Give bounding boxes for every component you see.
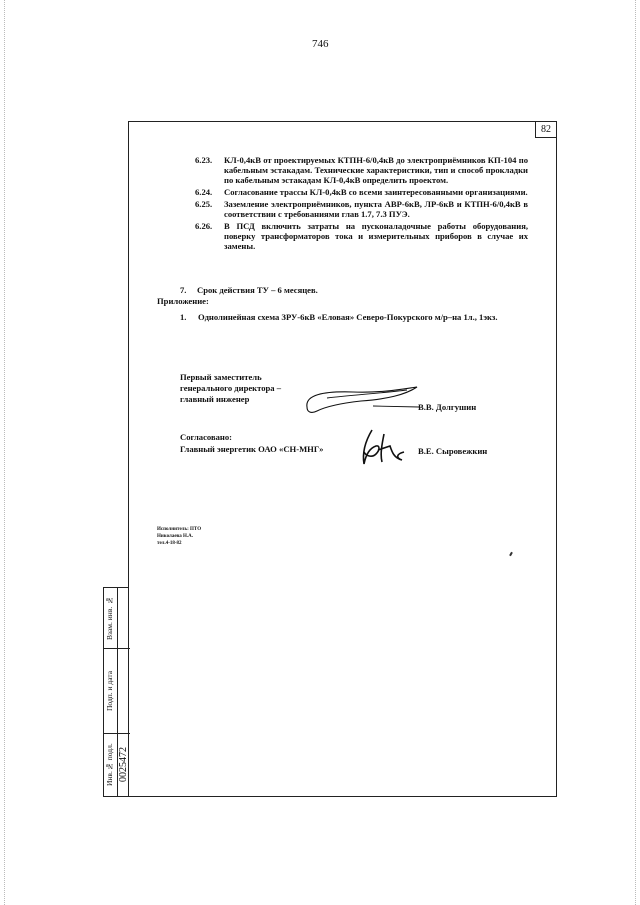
signatory-name: В.В. Долгушин xyxy=(418,402,477,412)
executor-info xyxy=(157,526,201,547)
sheet-number: 82 xyxy=(535,121,557,138)
signatory-title xyxy=(180,372,281,405)
appendix-item xyxy=(180,312,497,322)
agreed-name: В.Е. Сыровежкин xyxy=(418,446,488,456)
list-item xyxy=(195,221,528,251)
scan-edge-right xyxy=(635,0,636,905)
stamp-divider xyxy=(104,648,130,649)
appendix-item-number: 1. xyxy=(180,312,187,322)
item-text: КЛ-0,4кВ от проектируемых КТПН-6/0,4кВ до электроприёмников КП-104 по кабельным эстакадам. Технические характеристики, тип и способ прокладки по кабельным эстакадам КЛ-0,4кВ определить проектом. xyxy=(224,155,528,185)
item-number: 6.23. xyxy=(195,155,213,165)
signature-1 xyxy=(303,385,421,415)
scan-edge-left xyxy=(4,0,5,905)
stamp-label-top: Взам. инв. № xyxy=(105,595,114,641)
item-number: 6.26. xyxy=(195,221,213,231)
validity-term xyxy=(180,285,318,295)
item-text: В ПСД включить затраты на пусконаладочные работы оборудования, поверку трансформаторов тока и измерительных приборов в случае их замены. xyxy=(224,221,528,251)
appendix-item-text: Однолинейная схема ЗРУ-6кВ «Еловая» Северо-Покурского м/р–на 1л., 1экз. xyxy=(198,312,498,322)
agreed-label: Согласовано: xyxy=(180,432,233,442)
term-number: 7. xyxy=(180,285,187,295)
list-item xyxy=(195,199,528,219)
executor-line: Николаева Н.А. xyxy=(157,534,193,539)
item-text: Согласование трассы КЛ-0,4кВ со всеми заинтересованными организациями. xyxy=(224,187,528,197)
agreed-title: Главный энергетик ОАО «СН-МНГ» xyxy=(180,444,324,454)
list-item xyxy=(195,187,528,197)
side-stamp xyxy=(103,587,129,797)
inventory-number: 0025472 xyxy=(118,747,129,783)
signature-2 xyxy=(356,428,408,468)
term-text: Срок действия ТУ – 6 месяцев. xyxy=(197,285,318,295)
signatory-title-line: главный инженер xyxy=(180,394,250,404)
signatory-title-line: генерального директора – xyxy=(180,383,282,393)
list-item xyxy=(195,155,528,185)
agreement-block xyxy=(180,431,323,455)
executor-line: Исполнитель: ПТО xyxy=(157,527,202,532)
signatory-title-line: Первый заместитель xyxy=(180,372,262,382)
item-number: 6.24. xyxy=(195,187,213,197)
page-number: 746 xyxy=(312,38,329,50)
executor-line: тел.4-18-82 xyxy=(157,541,182,546)
requirements-list xyxy=(195,155,528,253)
stamp-label-mid: Подп. и дата xyxy=(105,670,114,712)
stamp-divider xyxy=(104,733,130,734)
stamp-label-bottom: Инв.№ подл. xyxy=(105,743,114,787)
appendix-title: Приложение: xyxy=(157,296,209,306)
item-text: Заземление электроприёмников, пункта АВР-6кВ, ЛР-6кВ и КТПН-6/0,4кВ в соответствии с требованиями глав 1.7, 7.3 ПУЭ. xyxy=(224,199,528,219)
item-number: 6.25. xyxy=(195,199,213,209)
